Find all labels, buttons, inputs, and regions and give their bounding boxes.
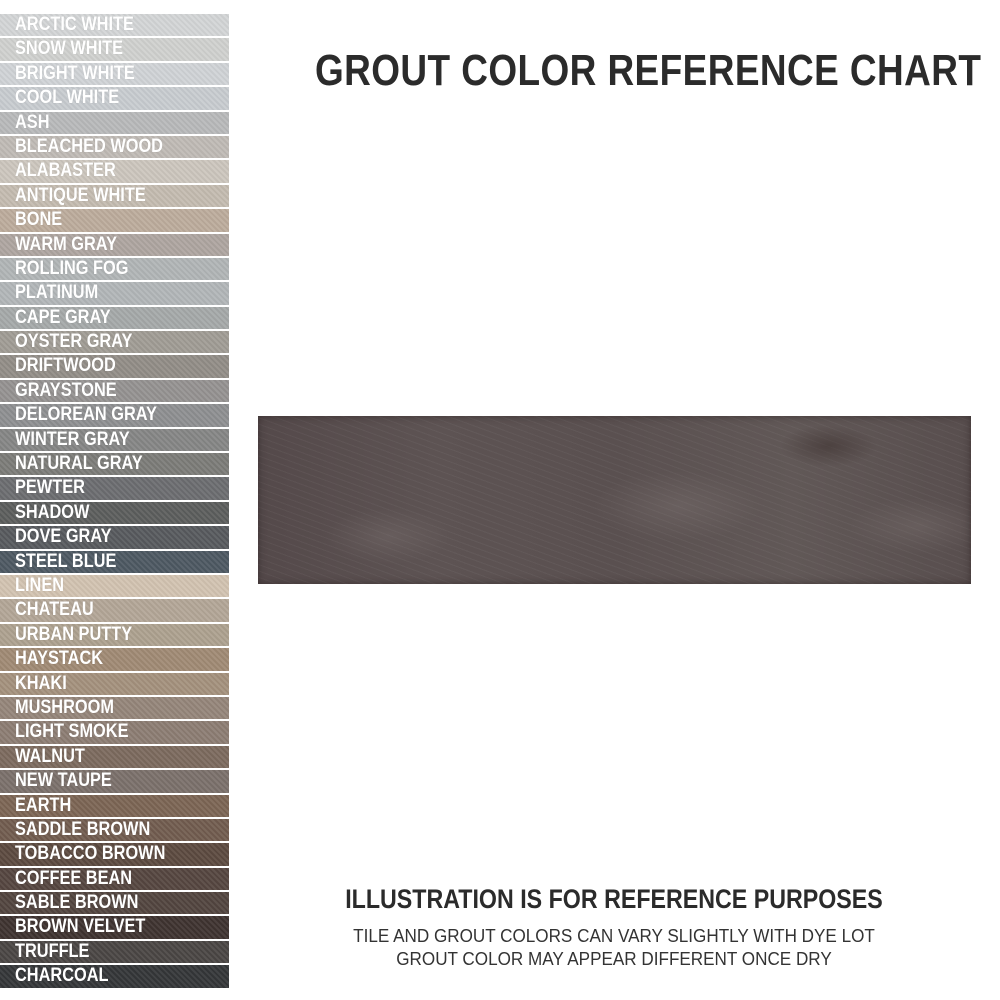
grout-swatch-name: WARM GRAY [15,233,117,255]
grout-swatch-name: BROWN VELVET [15,916,146,938]
grout-swatch [0,697,229,721]
disclaimer-line-dry: GROUT COLOR MAY APPEAR DIFFERENT ONCE DRY [396,949,832,969]
grout-swatch-name: SNOW WHITE [15,38,124,60]
grout-swatch-name: WALNUT [15,745,85,767]
grout-swatch [0,453,229,477]
grout-swatch-name: NATURAL GRAY [15,453,143,475]
grout-swatch-name: PEWTER [15,477,85,499]
grout-swatch [0,331,229,355]
grout-swatch [0,624,229,648]
grout-swatch [0,234,229,258]
grout-swatch-name: EARTH [15,794,72,816]
grout-swatch-name: WINTER GRAY [15,428,130,450]
grout-swatch [0,307,229,331]
grout-swatch-name: KHAKI [15,672,67,694]
grout-swatch [0,185,229,209]
disclaimer-line-dye-lot: TILE AND GROUT COLORS CAN VARY SLIGHTLY WITH DYE LOT [353,926,875,946]
grout-swatch [0,819,229,843]
grout-swatch [0,63,229,87]
grout-swatch-name: ALABASTER [15,160,116,182]
grout-swatch [0,404,229,428]
grout-swatch-name: CHATEAU [15,599,94,621]
grout-swatch-name: STEEL BLUE [15,550,117,572]
chart-title: GROUT COLOR REFERENCE CHART [314,46,982,95]
grout-swatch [0,575,229,599]
grout-swatch [0,160,229,184]
grout-swatch [0,136,229,160]
grout-swatch-name: ANTIQUE WHITE [15,184,146,206]
grout-swatch-name: OYSTER GRAY [15,331,133,353]
grout-swatch [0,868,229,892]
grout-swatch-name: SHADOW [15,501,90,523]
grout-swatch-name: ARCTIC WHITE [15,14,134,35]
grout-swatch [0,526,229,550]
grout-swatch [0,721,229,745]
grout-swatch [0,673,229,697]
tile-sample-image [258,416,971,584]
grout-swatch [0,843,229,867]
grout-swatch [0,965,229,989]
grout-swatch-name: URBAN PUTTY [15,623,133,645]
grout-swatch [0,599,229,623]
grout-swatch [0,87,229,111]
grout-swatch [0,380,229,404]
grout-swatch-name: COOL WHITE [15,87,120,109]
grout-swatch [0,648,229,672]
grout-swatch-name: NEW TAUPE [15,770,112,792]
disclaimer-heading: ILLUSTRATION IS FOR REFERENCE PURPOSES [345,884,883,914]
grout-swatch-name: COFFEE BEAN [15,867,133,889]
grout-swatch [0,282,229,306]
grout-swatch-name: DOVE GRAY [15,526,112,548]
grout-swatch-name: PLATINUM [15,282,99,304]
grout-swatch-name: SADDLE BROWN [15,818,151,840]
grout-swatch [0,916,229,940]
grout-swatch [0,551,229,575]
grout-swatch-name: CAPE GRAY [15,306,111,328]
grout-swatch-name: BONE [15,209,63,231]
grout-swatch [0,258,229,282]
grout-swatch-name: LINEN [15,574,65,596]
grout-swatch-name: BRIGHT WHITE [15,62,135,84]
grout-swatch-name: CHARCOAL [15,965,109,987]
grout-swatch-name: ROLLING FOG [15,257,129,279]
grout-swatch [0,429,229,453]
grout-swatch [0,941,229,965]
grout-swatch-name: GRAYSTONE [15,379,117,401]
grout-swatch-name: HAYSTACK [15,648,104,670]
grout-swatch [0,38,229,62]
grout-swatch-name: LIGHT SMOKE [15,721,129,743]
grout-swatch-name: TRUFFLE [15,940,90,962]
grout-swatch-name: ASH [15,111,50,133]
grout-swatch [0,502,229,526]
grout-swatch-name: DRIFTWOOD [15,355,116,377]
grout-swatch [0,746,229,770]
grout-swatch-name: TOBACCO BROWN [15,843,166,865]
grout-swatch [0,770,229,794]
grout-swatch-list [0,14,229,990]
grout-swatch [0,477,229,501]
grout-swatch [0,355,229,379]
grout-swatch-name: SABLE BROWN [15,892,139,914]
grout-swatch-name: DELOREAN GRAY [15,404,157,426]
grout-swatch [0,14,229,38]
grout-swatch [0,112,229,136]
grout-swatch [0,795,229,819]
grout-swatch-name: BLEACHED WOOD [15,135,163,157]
grout-swatch [0,892,229,916]
grout-swatch [0,209,229,233]
grout-swatch-name: MUSHROOM [15,696,114,718]
